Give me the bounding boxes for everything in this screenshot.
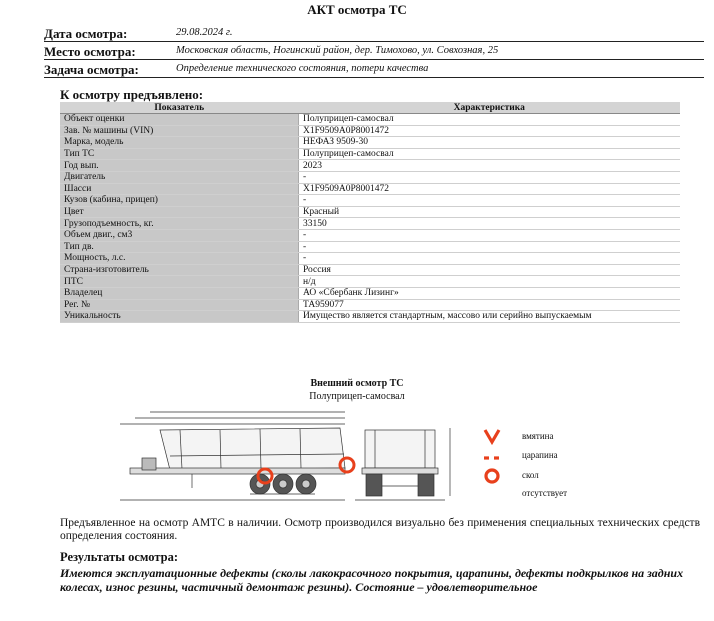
table-row	[60, 218, 680, 230]
table-row	[60, 241, 680, 253]
table-row	[60, 114, 680, 126]
table-row	[60, 183, 680, 195]
row-value: 2023	[299, 160, 681, 172]
meta-label: Место осмотра:	[44, 44, 136, 59]
row-value: X1F9509A0P8001472	[299, 125, 681, 137]
meta-value: Московская область, Ногинский район, дер. Тимохово, ул. Совхозная, 25	[176, 45, 499, 56]
section-title: К осмотру предъявлено:	[60, 87, 204, 102]
row-value: X1F9509A0P8001472	[299, 183, 681, 195]
table-row	[60, 195, 680, 207]
table-row	[60, 311, 680, 323]
table-row	[60, 264, 680, 276]
meta-value: Определение технического состояния, потери качества	[176, 63, 429, 74]
row-value: Полуприцеп-самосвал	[299, 114, 681, 126]
table-row	[60, 137, 680, 149]
chip-icon	[486, 470, 498, 482]
row-parameter: Объем двиг., см3	[60, 229, 299, 241]
table-row	[60, 125, 680, 137]
document-title: АКТ осмотра ТС	[307, 2, 407, 17]
row-parameter: Зав. № машины (VIN)	[60, 125, 299, 137]
row-parameter: Грузоподъемность, кг.	[60, 218, 299, 230]
table-row	[60, 206, 680, 218]
row-value: Красный	[299, 206, 681, 218]
row-value: НЕФАЗ 9509-30	[299, 137, 681, 149]
results-text: Имеются эксплуатационные дефекты (сколы лакокрасочного покрытия, царапины, дефекты подкрылков на задних колесах, износ резины, частичный демонтаж резины). Состояние – удовлетворительное	[60, 566, 684, 594]
row-value: Россия	[299, 264, 681, 276]
table-body	[60, 114, 680, 323]
row-parameter: Марка, модель	[60, 137, 299, 149]
results-title: Результаты осмотра:	[60, 550, 178, 564]
row-parameter: ПТС	[60, 276, 299, 288]
legend-label-chip: скол	[522, 470, 539, 480]
table-header-row	[60, 102, 680, 114]
inspection-note: Предъявленное на осмотр АМТС в наличии. Осмотр производился визуально без применения специальных технических средств определения состояния.	[60, 517, 700, 542]
row-parameter: Тип ТС	[60, 148, 299, 160]
trailer-drawing	[100, 408, 480, 508]
row-parameter: Год вып.	[60, 160, 299, 172]
legend-label-scratch: царапина	[522, 450, 558, 460]
meta-label: Дата осмотра:	[44, 26, 128, 41]
table-row	[60, 253, 680, 265]
meta-row-place	[44, 43, 704, 60]
legend-label-dent: вмятина	[522, 431, 554, 441]
row-value: Имущество является стандартным, массово или серийно выпускаемым	[299, 311, 681, 323]
table-row	[60, 229, 680, 241]
row-parameter: Цвет	[60, 206, 299, 218]
column-header-parameter: Показатель	[60, 102, 299, 114]
row-parameter: Рег. №	[60, 299, 299, 311]
damage-legend	[482, 428, 602, 508]
row-value: -	[299, 195, 681, 207]
meta-row-task	[44, 61, 704, 78]
row-value: н/д	[299, 276, 681, 288]
row-value: -	[299, 171, 681, 183]
row-parameter: Кузов (кабина, прицеп)	[60, 195, 299, 207]
row-parameter: Мощность, л.с.	[60, 253, 299, 265]
table-row	[60, 287, 680, 299]
row-value: Полуприцеп-самосвал	[299, 148, 681, 160]
meta-value: 29.08.2024 г.	[176, 27, 233, 38]
meta-label: Задача осмотра:	[44, 62, 139, 77]
row-parameter: Объект оценки	[60, 114, 299, 126]
table-row	[60, 299, 680, 311]
dent-icon	[485, 430, 499, 442]
row-parameter: Страна-изготовитель	[60, 264, 299, 276]
row-value: -	[299, 253, 681, 265]
row-parameter: Тип дв.	[60, 241, 299, 253]
row-value: 33150	[299, 218, 681, 230]
table-row	[60, 160, 680, 172]
row-parameter: Владелец	[60, 287, 299, 299]
row-value: ТА959077	[299, 299, 681, 311]
row-value: -	[299, 241, 681, 253]
table-row	[60, 276, 680, 288]
row-parameter: Уникальность	[60, 311, 299, 323]
exterior-subtitle: Полуприцеп-самосвал	[309, 391, 405, 402]
row-value: -	[299, 229, 681, 241]
legend-label-missing: отсутствует	[522, 488, 568, 498]
row-parameter: Шасси	[60, 183, 299, 195]
row-value: АО «Сбербанк Лизинг»	[299, 287, 681, 299]
exterior-title: Внешний осмотр ТС	[310, 378, 404, 389]
table-row	[60, 171, 680, 183]
table-row	[60, 148, 680, 160]
row-parameter: Двигатель	[60, 171, 299, 183]
spec-table	[60, 102, 680, 323]
column-header-value: Характеристика	[299, 102, 681, 114]
meta-row-date	[44, 25, 704, 42]
